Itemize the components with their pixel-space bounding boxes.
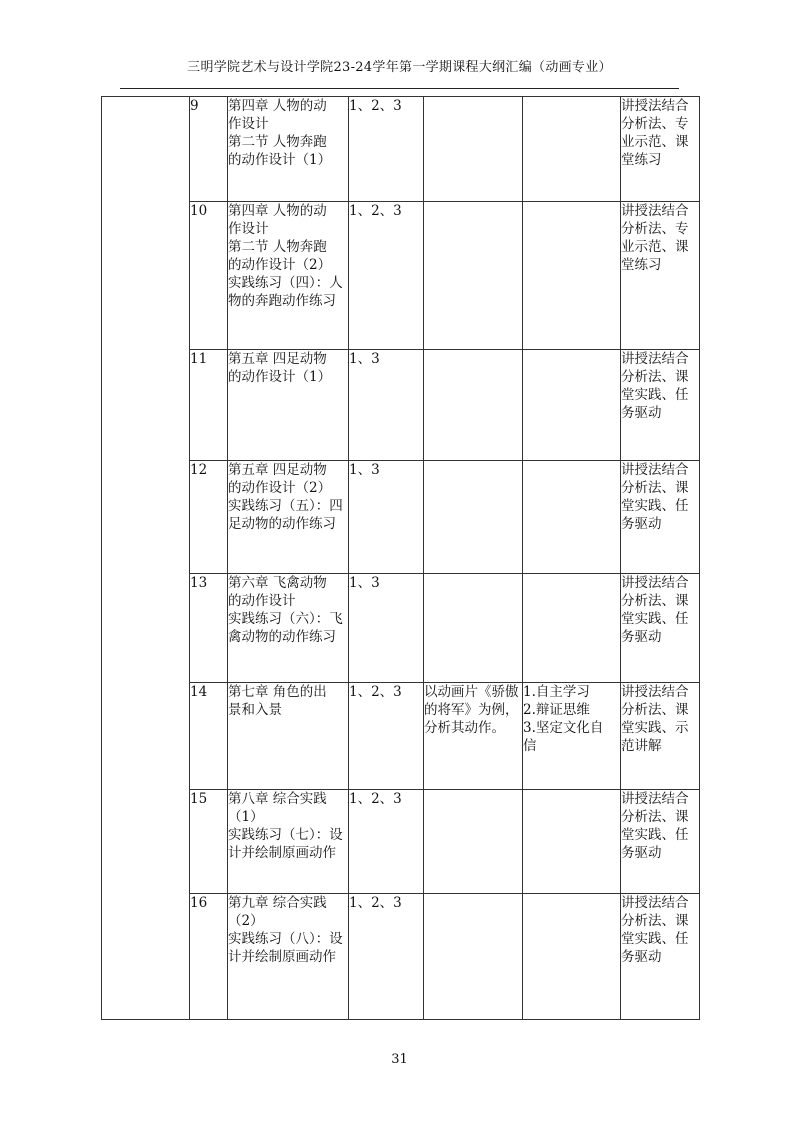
teaching-method-cell-line: 堂实践、任	[621, 827, 689, 843]
teaching-content-cell-line: 禽动物的动作练习	[228, 629, 336, 645]
teaching-method-cell-line: 堂实践、任	[621, 931, 689, 947]
teaching-content-cell-line: 第七章 角色的出	[228, 684, 327, 700]
teaching-method-cell	[621, 574, 700, 683]
teaching-content-cell-line: 实践练习（四）：人	[228, 275, 343, 291]
week-number-cell: 9	[190, 97, 228, 202]
course-objectives-cell: 1、2、3	[349, 790, 424, 894]
teaching-method-cell	[621, 461, 700, 574]
week-number-cell: 16	[190, 894, 228, 1020]
table-row	[102, 350, 700, 461]
teaching-method-cell	[621, 894, 700, 1020]
teaching-method-cell-line: 讲授法结合	[621, 895, 689, 911]
ideology-element-cell	[424, 350, 523, 461]
teaching-method-cell-line: 讲授法结合	[621, 98, 689, 114]
course-objectives-cell: 1、3	[349, 350, 424, 461]
ideology-goal-cell	[523, 97, 621, 202]
teaching-content-cell-line: 第五章 四足动物	[228, 351, 327, 367]
ideology-element-cell-line: 分析其动作。	[424, 720, 505, 736]
teaching-method-cell-line: 务驱动	[621, 845, 662, 861]
header-divider	[120, 88, 679, 89]
ideology-element-cell-line: 的将军》为例，	[424, 702, 519, 718]
ideology-goal-cell-line: 信	[523, 738, 537, 754]
teaching-content-cell-line: 第四章 人物的动	[228, 98, 327, 114]
table-row	[102, 97, 700, 202]
teaching-content-cell-line: 计并绘制原画动作	[228, 845, 336, 861]
teaching-content-cell-line: （1）	[228, 809, 264, 825]
teaching-method-cell-line: 分析法、课	[621, 593, 689, 609]
teaching-content-cell	[228, 350, 349, 461]
ideology-goal-cell	[523, 574, 621, 683]
teaching-method-cell-line: 业示范、课	[621, 134, 689, 150]
table-row	[102, 461, 700, 574]
teaching-content-cell-line: 景和入景	[228, 702, 282, 718]
ideology-goal-cell-line: 1.自主学习	[523, 684, 590, 700]
ideology-goal-cell-line: 3.坚定文化自	[523, 720, 604, 736]
teaching-method-cell-line: 务驱动	[621, 405, 662, 421]
course-objectives-cell: 1、2、3	[349, 894, 424, 1020]
teaching-method-cell	[621, 790, 700, 894]
ideology-element-cell	[424, 461, 523, 574]
teaching-method-cell-line: 分析法、课	[621, 913, 689, 929]
teaching-content-cell-line: 的动作设计（1）	[228, 369, 332, 385]
teaching-method-cell-line: 务驱动	[621, 516, 662, 532]
teaching-content-cell	[228, 574, 349, 683]
ideology-goal-cell-line: 2.辩证思维	[523, 702, 590, 718]
merged-module-cell	[102, 97, 190, 1020]
course-schedule-table	[101, 96, 700, 1020]
teaching-method-cell-line: 业示范、课	[621, 239, 689, 255]
teaching-content-cell-line: 实践练习（八）：设	[228, 931, 343, 947]
week-number-cell: 14	[190, 683, 228, 790]
teaching-content-cell-line: 计并绘制原画动作	[228, 949, 336, 965]
teaching-method-cell-line: 堂实践、示	[621, 720, 689, 736]
teaching-content-cell-line: 第五章 四足动物	[228, 462, 327, 478]
teaching-content-cell-line: 的动作设计（2）	[228, 480, 332, 496]
teaching-method-cell-line: 分析法、课	[621, 480, 689, 496]
teaching-method-cell-line: 讲授法结合	[621, 791, 689, 807]
course-objectives-cell: 1、2、3	[349, 202, 424, 350]
teaching-method-cell-line: 讲授法结合	[621, 575, 689, 591]
teaching-method-cell-line: 分析法、课	[621, 369, 689, 385]
course-objectives-cell: 1、2、3	[349, 97, 424, 202]
ideology-goal-cell	[523, 683, 621, 790]
teaching-method-cell-line: 堂实践、任	[621, 611, 689, 627]
ideology-element-cell	[424, 202, 523, 350]
table-row	[102, 202, 700, 350]
teaching-content-cell	[228, 894, 349, 1020]
ideology-element-cell-line: 以动画片《骄傲	[424, 684, 519, 700]
teaching-method-cell-line: 堂实践、任	[621, 498, 689, 514]
teaching-method-cell-line: 分析法、课	[621, 809, 689, 825]
teaching-method-cell-line: 分析法、专	[621, 116, 689, 132]
teaching-method-cell-line: 务驱动	[621, 629, 662, 645]
teaching-content-cell-line: 实践练习（五）：四	[228, 498, 343, 514]
teaching-content-cell-line: 第六章 飞禽动物	[228, 575, 327, 591]
ideology-element-cell	[424, 574, 523, 683]
table-row	[102, 574, 700, 683]
teaching-method-cell-line: 堂练习	[621, 152, 662, 168]
teaching-method-cell	[621, 97, 700, 202]
teaching-content-cell-line: 的动作设计（2）	[228, 257, 332, 273]
teaching-content-cell-line: 第四章 人物的动	[228, 203, 327, 219]
week-number-cell: 13	[190, 574, 228, 683]
teaching-method-cell-line: 堂实践、任	[621, 387, 689, 403]
ideology-goal-cell	[523, 350, 621, 461]
ideology-goal-cell	[523, 894, 621, 1020]
teaching-method-cell-line: 务驱动	[621, 949, 662, 965]
teaching-method-cell-line: 分析法、课	[621, 702, 689, 718]
teaching-content-cell-line: 足动物的动作练习	[228, 516, 336, 532]
teaching-method-cell-line: 讲授法结合	[621, 203, 689, 219]
teaching-method-cell-line: 分析法、专	[621, 221, 689, 237]
table-row	[102, 683, 700, 790]
teaching-method-cell	[621, 350, 700, 461]
ideology-element-cell	[424, 683, 523, 790]
teaching-method-cell	[621, 683, 700, 790]
teaching-method-cell-line: 范讲解	[621, 738, 662, 754]
ideology-element-cell	[424, 894, 523, 1020]
teaching-content-cell-line: 实践练习（六）：飞	[228, 611, 343, 627]
teaching-content-cell-line: 的动作设计（1）	[228, 152, 332, 168]
teaching-content-cell-line: （2）	[228, 913, 264, 929]
teaching-content-cell	[228, 790, 349, 894]
teaching-content-cell	[228, 97, 349, 202]
course-objectives-cell: 1、2、3	[349, 683, 424, 790]
week-number-cell: 12	[190, 461, 228, 574]
page-number: 31	[391, 1052, 408, 1067]
teaching-content-cell-line: 作设计	[228, 221, 269, 237]
teaching-method-cell-line: 讲授法结合	[621, 684, 689, 700]
teaching-content-cell	[228, 202, 349, 350]
teaching-content-cell-line: 的动作设计	[228, 593, 296, 609]
ideology-element-cell	[424, 790, 523, 894]
teaching-content-cell-line: 第二节 人物奔跑	[228, 239, 327, 255]
week-number-cell: 10	[190, 202, 228, 350]
week-number-cell: 11	[190, 350, 228, 461]
teaching-content-cell-line: 第二节 人物奔跑	[228, 134, 327, 150]
table-row	[102, 790, 700, 894]
teaching-content-cell	[228, 461, 349, 574]
page-header: 三明学院艺术与设计学院23-24学年第一学期课程大纲汇编（动画专业）	[187, 60, 612, 75]
teaching-content-cell-line: 实践练习（七）：设	[228, 827, 343, 843]
teaching-method-cell-line: 讲授法结合	[621, 351, 689, 367]
teaching-method-cell-line: 讲授法结合	[621, 462, 689, 478]
course-objectives-cell: 1、3	[349, 574, 424, 683]
teaching-content-cell-line: 第八章 综合实践	[228, 791, 327, 807]
ideology-element-cell	[424, 97, 523, 202]
ideology-goal-cell	[523, 461, 621, 574]
ideology-goal-cell	[523, 202, 621, 350]
teaching-method-cell	[621, 202, 700, 350]
teaching-content-cell-line: 第九章 综合实践	[228, 895, 327, 911]
table-row	[102, 894, 700, 1020]
teaching-content-cell-line: 作设计	[228, 116, 269, 132]
teaching-content-cell	[228, 683, 349, 790]
course-objectives-cell: 1、3	[349, 461, 424, 574]
teaching-method-cell-line: 堂练习	[621, 257, 662, 273]
ideology-goal-cell	[523, 790, 621, 894]
teaching-content-cell-line: 物的奔跑动作练习	[228, 293, 336, 309]
week-number-cell: 15	[190, 790, 228, 894]
